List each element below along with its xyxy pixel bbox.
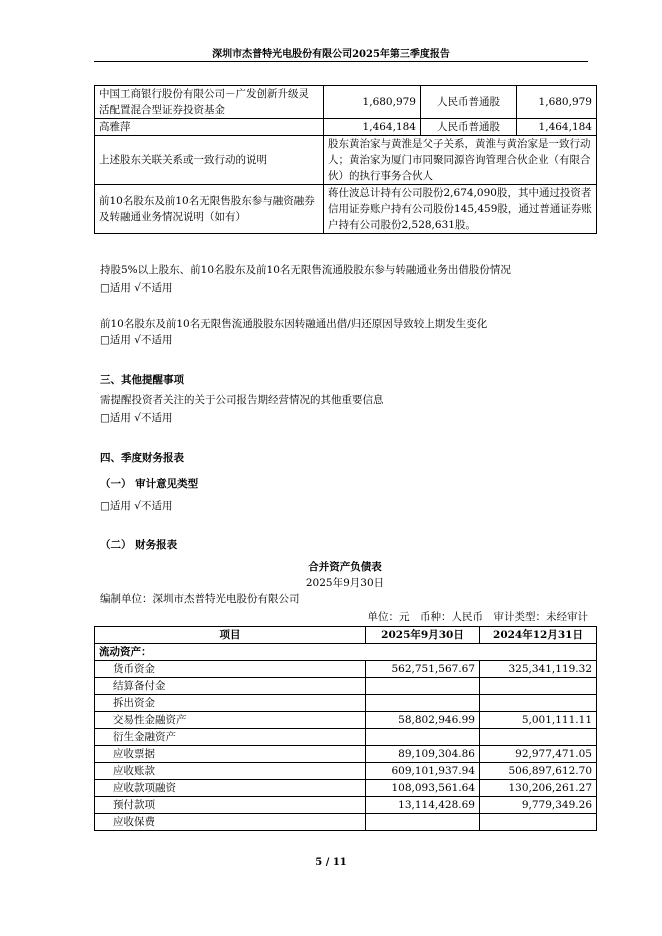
table-row [95,729,597,746]
cell-value: 562,751,567.67 [366,661,480,678]
subsection-title: （二） 财务报表 [100,539,178,551]
notice-text: 前10名股东及前10名无限售流通股股东因转融通出借/归还原因导致较上期发生变化 [100,318,488,330]
table-row [95,185,597,234]
row-label: 应收保费 [95,814,366,831]
cell-value: 5,001,111.11 [480,712,597,729]
section-title: 三、其他提醒事项 [100,374,184,386]
table-row [95,86,597,119]
share-qty: 1,464,184 [517,119,597,136]
row-label: 货币资金 [95,661,366,678]
notice-choice: □适用 √不适用 [100,334,173,346]
holder-qty: 1,680,979 [324,86,421,119]
relation-label: 上述股东关联关系或一致行动的说明 [95,136,324,185]
table-row [95,678,597,695]
cell-value [366,695,480,712]
column-header: 项目 [95,627,366,644]
table-row [95,695,597,712]
row-label: 应收票据 [95,746,366,763]
table-header-row [95,627,597,644]
holder-name: 高雅萍 [95,119,324,136]
row-label: 交易性金融资产 [95,712,366,729]
row-label: 结算备付金 [95,678,366,695]
cell-value [366,729,480,746]
table-row [95,814,597,831]
cell-value [366,678,480,695]
statement-date: 2025年9月30日 [305,577,385,589]
column-header: 2025年9月30日 [366,627,480,644]
row-label: 拆出资金 [95,695,366,712]
row-label: 衍生金融资产 [95,729,366,746]
units-line: 单位：元 币种：人民币 审计类型：未经审计 [367,611,588,623]
table-row [95,797,597,814]
cell-value [480,695,597,712]
share-qty: 1,680,979 [517,86,597,119]
table-row [95,746,597,763]
cell-value: 108,093,561.64 [366,780,480,797]
cell-value: 92,977,471.05 [480,746,597,763]
shareholders-table [94,85,597,234]
share-type: 人民币普通股 [421,86,517,119]
relation-text: 股东黄治家与黄淮是父子关系，黄淮与黄治家是一致行动人；黄治家为厦门市同聚同源咨询管理合伙企业（有限合伙）的执行事务合伙人 [324,136,597,185]
cell-value: 58,802,946.99 [366,712,480,729]
cell-value: 9,779,349.26 [480,797,597,814]
cell-value: 89,109,304.86 [366,746,480,763]
subsection-title: （一） 审计意见类型 [100,478,199,490]
notice-choice: □适用 √不适用 [100,282,173,294]
balance-sheet-table [94,626,597,831]
cell-value [480,729,597,746]
table-row [95,136,597,185]
cell-value: 506,897,612.70 [480,763,597,780]
holder-qty: 1,464,184 [324,119,421,136]
row-label: 应收账款 [95,763,366,780]
cell-value: 13,114,428.69 [366,797,480,814]
holder-name: 中国工商银行股份有限公司－广发创新升级灵活配置混合型证券投资基金 [95,86,324,119]
cell-value [480,678,597,695]
margin-label: 前10名股东及前10名无限售股东参与融资融券及转融通业务情况说明（如有） [95,185,324,234]
table-row [95,644,597,661]
column-header: 2024年12月31日 [480,627,597,644]
table-row [95,712,597,729]
margin-text: 蒋仕波总计持有公司股份2,674,090股，其中通过投资者信用证券账户持有公司股份145,459股，通过普通证券账户持有公司股份2,528,631股。 [324,185,597,234]
header-rule [94,61,588,62]
subsection-choice: □适用 √不适用 [100,500,173,512]
cell-value [480,814,597,831]
table-row [95,119,597,136]
section-text: 需提醒投资者关注的关于公司报告期经营情况的其他重要信息 [100,394,384,406]
section-choice: □适用 √不适用 [100,412,173,424]
section-title: 四、季度财务报表 [100,452,184,464]
table-row [95,780,597,797]
cell-value: 130,206,261.27 [480,780,597,797]
cell-value: 609,101,937.94 [366,763,480,780]
page-number: 5 / 11 [315,857,347,868]
table-row [95,763,597,780]
statement-title: 合并资产负债表 [308,561,382,573]
cell-value [366,814,480,831]
share-type: 人民币普通股 [421,119,517,136]
row-label: 应收款项融资 [95,780,366,797]
cell-value: 325,341,119.32 [480,661,597,678]
row-label: 预付款项 [95,797,366,814]
page-header: 深圳市杰普特光电股份有限公司2025年第三季度报告 [212,49,450,60]
section-label: 流动资产： [95,644,597,661]
table-row [95,661,597,678]
compiler: 编制单位：深圳市杰普特光电股份有限公司 [100,593,300,605]
notice-text: 持股5%以上股东、前10名股东及前10名无限售流通股股东参与转融通业务出借股份情况 [100,264,511,276]
